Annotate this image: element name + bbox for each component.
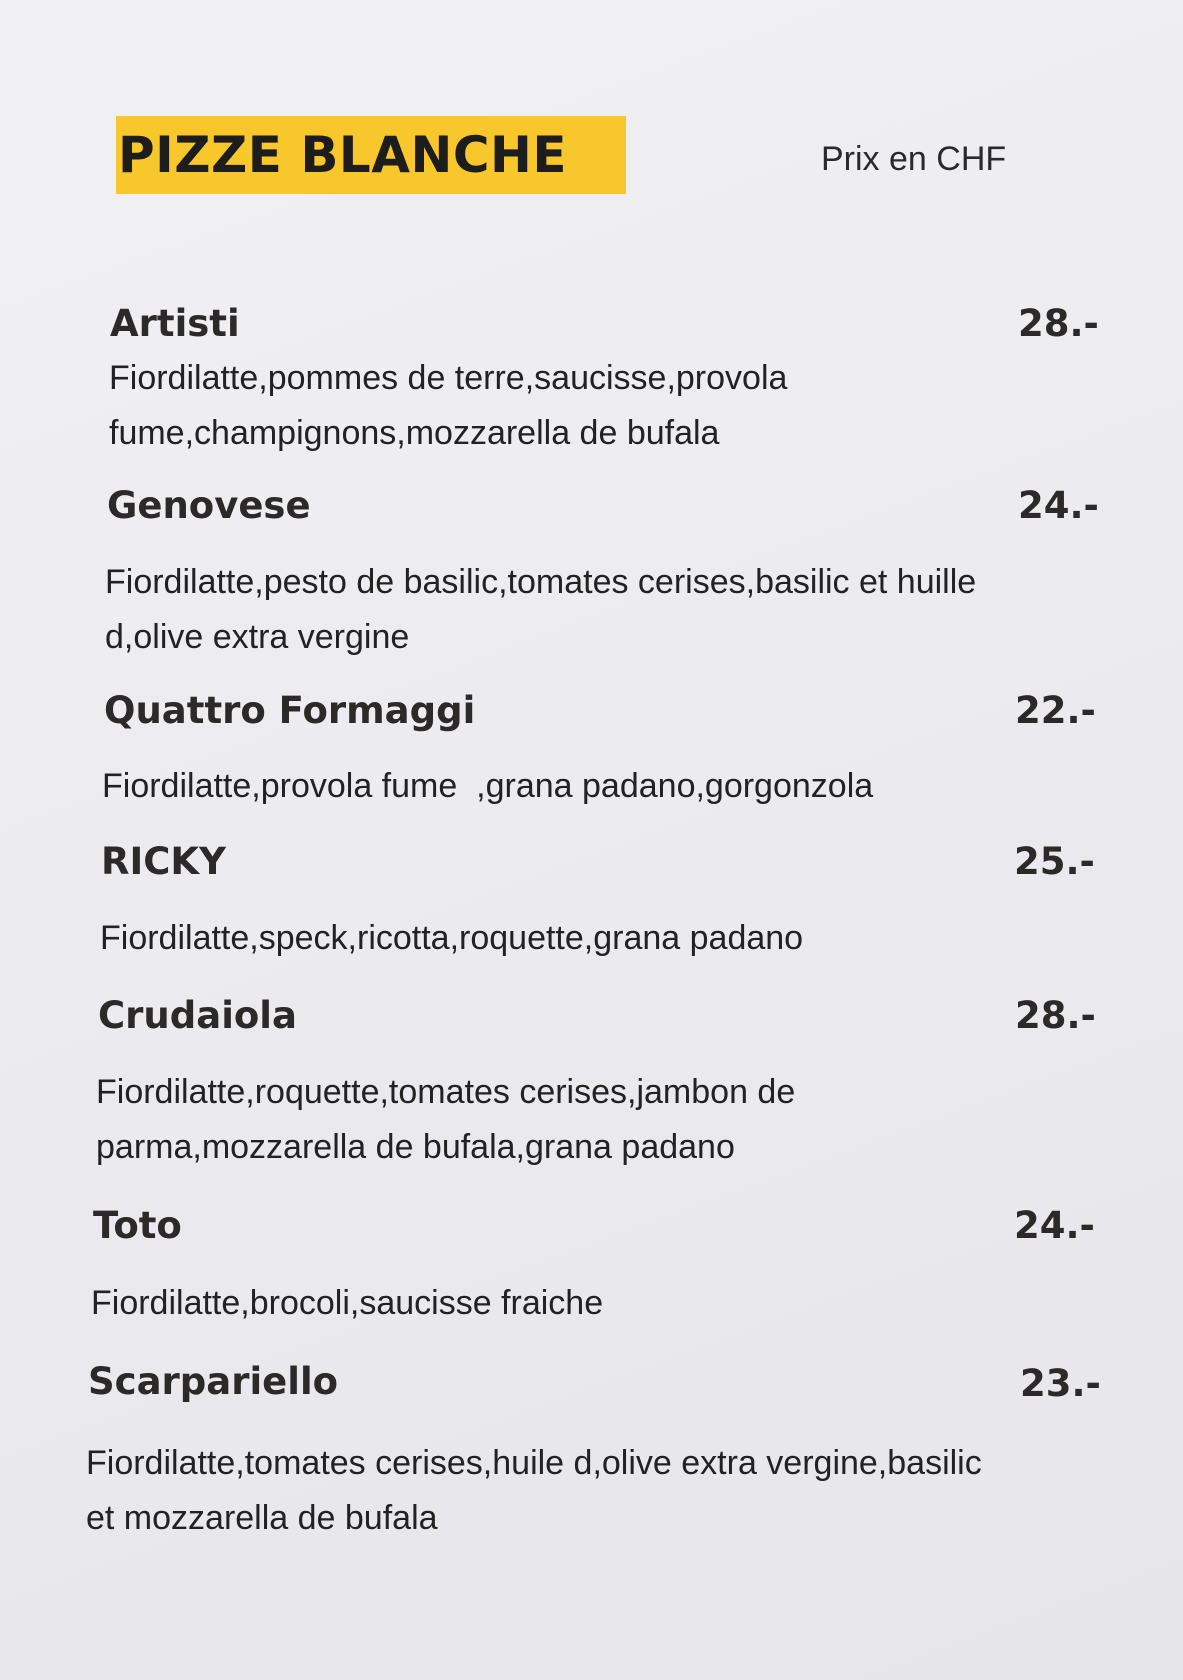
section-title: PIZZE BLANCHE	[116, 116, 626, 194]
item-price: 28.-	[1018, 302, 1099, 345]
item-name: Genovese	[107, 484, 311, 527]
item-price: 24.-	[1018, 484, 1099, 527]
item-price: 28.-	[1015, 994, 1096, 1037]
item-name: Crudaiola	[98, 994, 297, 1037]
item-description: Fiordilatte,pesto de basilic,tomates cerises,basilic et huille d,olive extra vergine	[105, 563, 977, 656]
item-price: 24.-	[1014, 1204, 1095, 1247]
item-price: 22.-	[1015, 689, 1096, 732]
item-description: Fiordilatte,roquette,tomates cerises,jambon de parma,mozzarella de bufala,grana padano	[96, 1073, 796, 1166]
item-name: Scarpariello	[88, 1360, 339, 1403]
item-price: 25.-	[1014, 840, 1095, 883]
item-name: Quattro Formaggi	[104, 689, 476, 732]
item-description: Fiordilatte,pommes de terre,saucisse,provola fume,champignons,mozzarella de bufala	[109, 359, 788, 452]
item-description: Fiordilatte,provola fume ,grana padano,gorgonzola	[102, 767, 874, 805]
item-name: Artisti	[110, 302, 240, 345]
item-name: RICKY	[101, 840, 226, 883]
item-price: 23.-	[1020, 1362, 1101, 1405]
currency-note: Prix en CHF	[821, 140, 1007, 178]
item-description: Fiordilatte,speck,ricotta,roquette,grana padano	[100, 919, 804, 957]
item-description: Fiordilatte,tomates cerises,huile d,olive extra vergine,basilic et mozzarella de bufala	[86, 1444, 982, 1537]
item-description: Fiordilatte,brocoli,saucisse fraiche	[91, 1284, 604, 1322]
item-name: Toto	[93, 1204, 182, 1247]
